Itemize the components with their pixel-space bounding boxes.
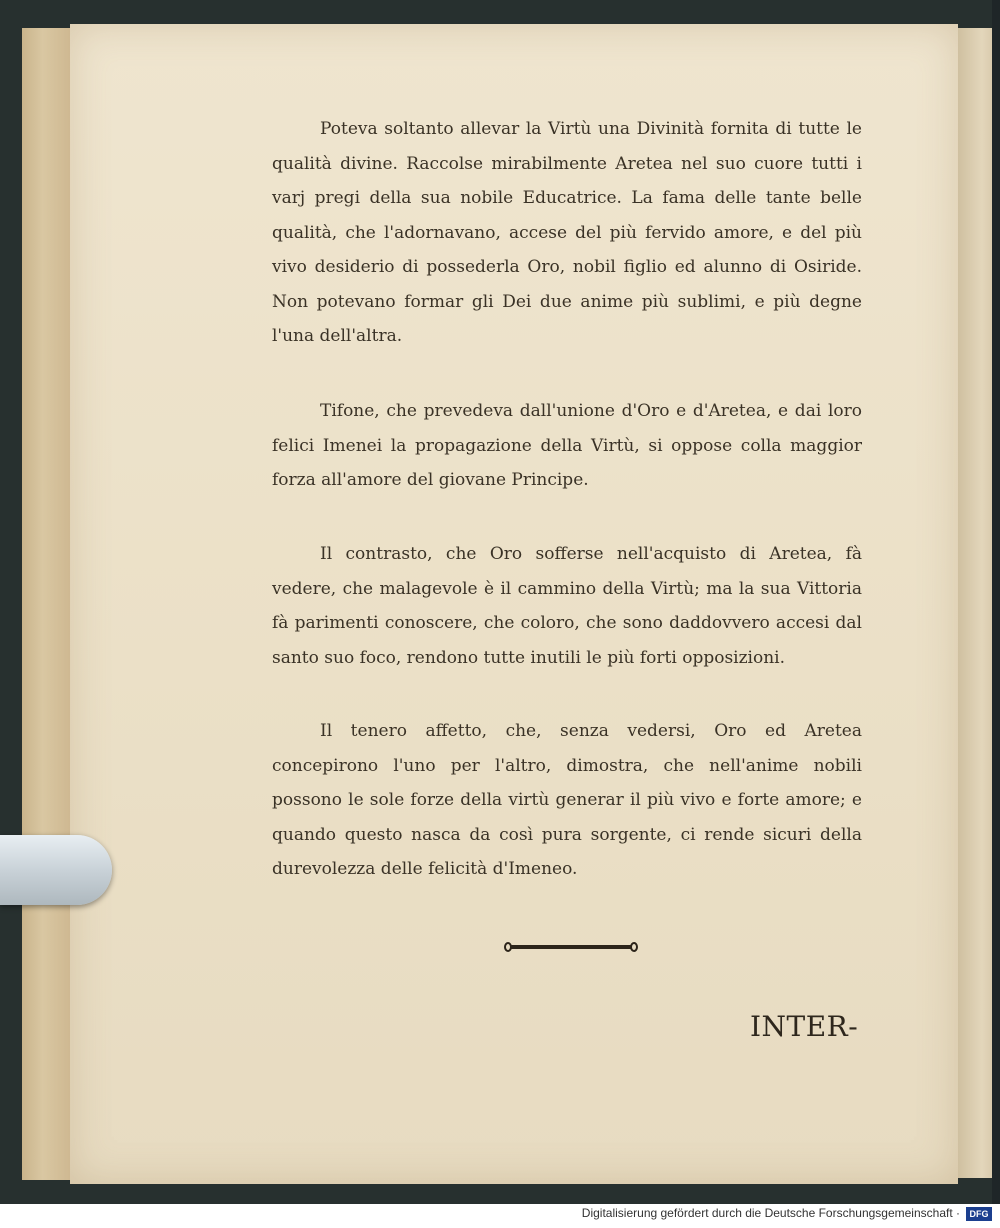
- page-edge-left: [22, 28, 76, 1180]
- paragraph-1: [272, 112, 862, 354]
- ornament-end-right: [630, 942, 638, 952]
- footer-credit: Digitalisierung gefördert durch die Deutsche Forschungsgemeinschaft ·: [581, 1206, 960, 1220]
- paragraph-3-text: Il contrasto, che Oro sofferse nell'acquisto di Aretea, fà vedere, che malagevole è il cammino della Virtù; ma la sua Vittoria fà parimenti conoscere, che coloro, che sono daddovvero accesi dal santo suo foco, rendono tutte inutili le più forti opposizioni.: [272, 544, 862, 668]
- catchword: INTER-: [750, 1010, 859, 1043]
- paragraph-3: [272, 537, 862, 675]
- paragraph-4: [272, 714, 862, 887]
- paragraph-4-text: Il tenero affetto, che, senza vedersi, Oro ed Aretea concepirono l'uno per l'altro, dimostra, che nell'anime nobili possono le sole forze della virtù generar il più vivo e forte amore; e quando questo nasca da così pura sorgente, ci rende sicuri della durevolezza delle felicità d'Imeneo.: [272, 721, 862, 879]
- paragraph-2-text: Tifone, che prevedeva dall'unione d'Oro e d'Aretea, e dai loro felici Imenei la propagazione della Virtù, si oppose colla maggior forza all'amore del giovane Principe.: [272, 401, 862, 490]
- page-clip: [0, 835, 112, 905]
- paragraph-2: [272, 394, 862, 498]
- paragraph-1-text: Poteva soltanto allevar la Virtù una Divinità fornita di tutte le qualità divine. Raccolse mirabilmente Aretea nel suo cuore tutti i varj pregi della sua nobile Educatrice. La fama delle tante belle qualità, che l'adornavano, accese del più fervido amore, e del più vivo desiderio di possederla Oro, nobil figlio ed alunno di Osiride. Non potevano formar gli Dei due anime più sublimi, e più degne l'una dell'altra.: [272, 119, 862, 346]
- dfg-logo: DFG: [966, 1207, 992, 1221]
- ornament-rule: [510, 942, 632, 952]
- ornament-end-left: [504, 942, 512, 952]
- ornament-bar: [510, 945, 632, 949]
- scan-border-right: [992, 0, 1000, 1228]
